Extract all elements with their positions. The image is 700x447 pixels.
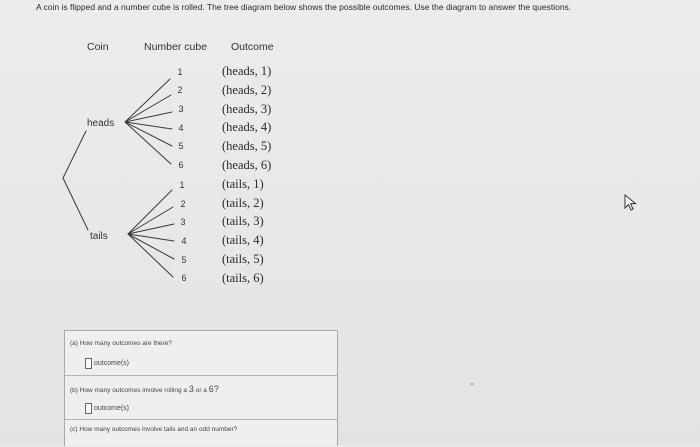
tails-number-4: 4 xyxy=(181,236,187,246)
outcome-item: (heads, 3) xyxy=(222,101,272,116)
heads-number-5: 5 xyxy=(178,141,184,151)
header-number-cube: Number cube xyxy=(144,41,208,53)
heads-number-3: 3 xyxy=(178,104,184,114)
outcome-item: (tails, 3) xyxy=(222,214,264,229)
outcome-item: (tails, 5) xyxy=(222,251,264,266)
branch-tails-6 xyxy=(128,234,173,277)
outcome-list xyxy=(222,62,271,288)
questions-panel xyxy=(64,330,338,446)
tails-number-1: 1 xyxy=(179,180,185,190)
outcome-item: (tails, 4) xyxy=(222,233,264,248)
question-b-mid: or a xyxy=(195,387,207,394)
tails-number-5: 5 xyxy=(181,255,187,265)
outcome-item: (heads, 2) xyxy=(222,82,272,97)
question-b-prefix: (b) How many outcomes involve rolling a xyxy=(70,387,188,394)
branch-heads-1 xyxy=(125,79,170,122)
branch-root-tails xyxy=(63,178,88,230)
outcome-item: (heads, 4) xyxy=(222,120,272,135)
coin-label-tails: tails xyxy=(90,231,108,242)
outcome-item: (tails, 2) xyxy=(222,195,264,210)
question-a xyxy=(65,331,337,375)
outcome-item: (heads, 1) xyxy=(222,64,272,78)
branch-root-heads xyxy=(63,131,86,178)
heads-number-6: 6 xyxy=(178,160,184,170)
header-outcome: Outcome xyxy=(231,41,274,53)
branch-heads-3 xyxy=(125,112,172,122)
outcome-item: (tails, 1) xyxy=(222,176,264,191)
branch-tails-3 xyxy=(128,224,174,234)
header-coin: Coin xyxy=(87,41,109,53)
answer-b-input[interactable] xyxy=(85,403,92,414)
branch-heads-2 xyxy=(125,95,171,122)
intro-text: A coin is flipped and a number cube is rolled. The tree diagram below shows the possible outcomes. Use the diagram to answer the questions. xyxy=(36,2,572,12)
answer-a-row xyxy=(85,358,129,369)
question-a-text: (a) How many outcomes are there? xyxy=(70,340,172,347)
outcome-item: (heads, 5) xyxy=(222,139,272,154)
answer-a-input[interactable] xyxy=(85,358,92,369)
question-c xyxy=(65,419,337,447)
outcome-item: (heads, 6) xyxy=(222,157,272,172)
answer-b-unit: outcome(s) xyxy=(94,405,130,412)
question-b xyxy=(65,375,337,420)
outcome-item: (tails, 6) xyxy=(222,270,264,285)
question-b-number-1: 3 xyxy=(188,384,194,394)
tails-number-2: 2 xyxy=(180,199,186,209)
coin-label-heads: heads xyxy=(87,118,115,129)
tails-number-3: 3 xyxy=(180,217,186,227)
speck-mark xyxy=(471,383,473,385)
question-c-text: (c) How many outcomes involve tails and an odd number? xyxy=(70,426,238,433)
heads-number-4: 4 xyxy=(178,123,184,133)
answer-a-unit: outcome(s) xyxy=(94,360,130,367)
heads-number-1: 1 xyxy=(177,67,183,77)
heads-number-2: 2 xyxy=(177,85,183,95)
question-b-text xyxy=(70,384,219,394)
answer-b-row xyxy=(85,403,129,414)
mouse-cursor-icon xyxy=(623,193,639,211)
tails-number-6: 6 xyxy=(181,273,187,283)
question-b-number-2: 6? xyxy=(208,384,219,394)
